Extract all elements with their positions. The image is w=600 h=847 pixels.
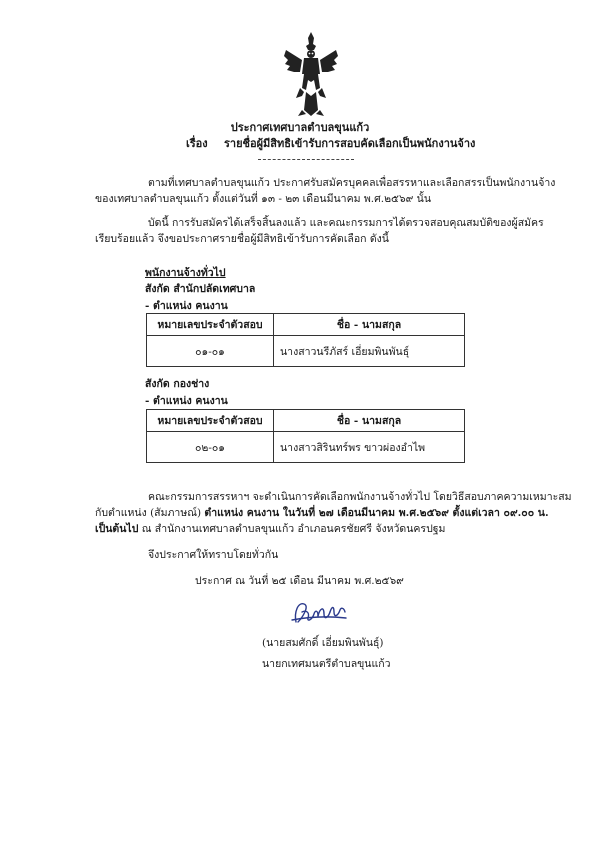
exam-id-header: หมายเลขประจำตัวสอบ — [147, 314, 274, 336]
title-divider — [258, 159, 354, 160]
candidate-table-engineering — [146, 409, 465, 463]
affiliation-engineering: สังกัด กองช่าง — [145, 378, 210, 390]
paragraph-1-line-2: ของเทศบาลตำบลขุนแก้ว ตั้งแต่วันที่ ๑๓ - ๒๓ เดือนมีนาคม พ.ศ.๒๕๖๙ นั้น — [95, 193, 432, 205]
full-name-cell: นางสาวสิรินทร์พร ขาวผ่องอำไพ — [274, 432, 465, 463]
subject-text: รายชื่อผู้มีสิทธิเข้ารับการสอบคัดเลือกเป็นพนักงานจ้าง — [224, 137, 476, 150]
exam-details-line-2 — [95, 506, 549, 520]
full-name-header: ชื่อ - นามสกุล — [274, 410, 465, 432]
exam-details-line-1: คณะกรรมการสรรหาฯ จะดำเนินการคัดเลือกพนักงานจ้างทั่วไป โดยวิธีสอบภาคความเหมาะสม — [148, 491, 572, 503]
signatory-title: นายกเทศมนตรีตำบลขุนแก้ว — [262, 658, 391, 670]
paragraph-2-line-1: บัดนี้ การรับสมัครได้เสร็จสิ้นลงแล้ว และคณะกรรมการได้ตรวจสอบคุณสมบัติของผู้สมัคร — [148, 217, 544, 229]
closing-notice: จึงประกาศให้ทราบโดยทั่วกัน — [148, 549, 279, 561]
paragraph-1-line-1: ตามที่เทศบาลตำบลขุนแก้ว ประกาศรับสมัครบุคคลเพื่อสรรหาและเลือกสรรเป็นพนักงานจ้าง — [148, 177, 556, 189]
full-name-header: ชื่อ - นามสกุล — [274, 314, 465, 336]
affiliation-office: สังกัด สำนักปลัดเทศบาล — [145, 283, 256, 295]
exam-id-cell: ๐๑-๐๑ — [147, 336, 274, 367]
full-name-cell: นางสาวนรีภัสร์ เอี่ยมพินพันธุ์ — [274, 336, 465, 367]
garuda-emblem-icon — [282, 30, 340, 118]
exam-id-header: หมายเลขประจำตัวสอบ — [147, 410, 274, 432]
paragraph-2-line-2: เรียบร้อยแล้ว จึงขอประกาศรายชื่อผู้มีสิทธิเข้ารับการคัดเลือก ดังนี้ — [95, 233, 389, 245]
exam-schedule: ตำแหน่ง คนงาน ในวันที่ ๒๗ เดือนมีนาคม พ.ศ.๒๕๖๙ ตั้งแต่เวลา ๐๙.๐๐ น. — [204, 507, 549, 519]
employee-type-heading: พนักงานจ้างทั่วไป — [145, 267, 226, 279]
exam-details-line-3 — [95, 522, 445, 536]
position-label-engineering: - ตำแหน่ง คนงาน — [145, 395, 228, 407]
announcement-date: ประกาศ ณ วันที่ ๒๕ เดือน มีนาคม พ.ศ.๒๕๖๙ — [195, 575, 404, 587]
announcement-title: ประกาศเทศบาลตำบลขุนแก้ว — [230, 121, 370, 134]
table-row — [147, 432, 465, 463]
position-label-office: - ตำแหน่ง คนงาน — [145, 300, 228, 312]
signatory-name: (นายสมศักดิ์ เอี่ยมพินพันธุ์) — [262, 637, 384, 649]
subject-label: เรื่อง — [186, 137, 208, 150]
table-header-row — [147, 314, 465, 336]
table-row — [147, 336, 465, 367]
table-header-row — [147, 410, 465, 432]
exam-id-cell: ๐๒-๐๑ — [147, 432, 274, 463]
exam-venue: ณ สำนักงานเทศบาลตำบลขุนแก้ว อำเภอนครชัยศรี จังหวัดนครปฐม — [141, 523, 446, 535]
signature-image — [288, 598, 350, 628]
candidate-table-office — [146, 313, 465, 367]
exam-start: เป็นต้นไป — [95, 523, 139, 535]
exam-method: กับตำแหน่ง (สัมภาษณ์) — [95, 507, 202, 519]
